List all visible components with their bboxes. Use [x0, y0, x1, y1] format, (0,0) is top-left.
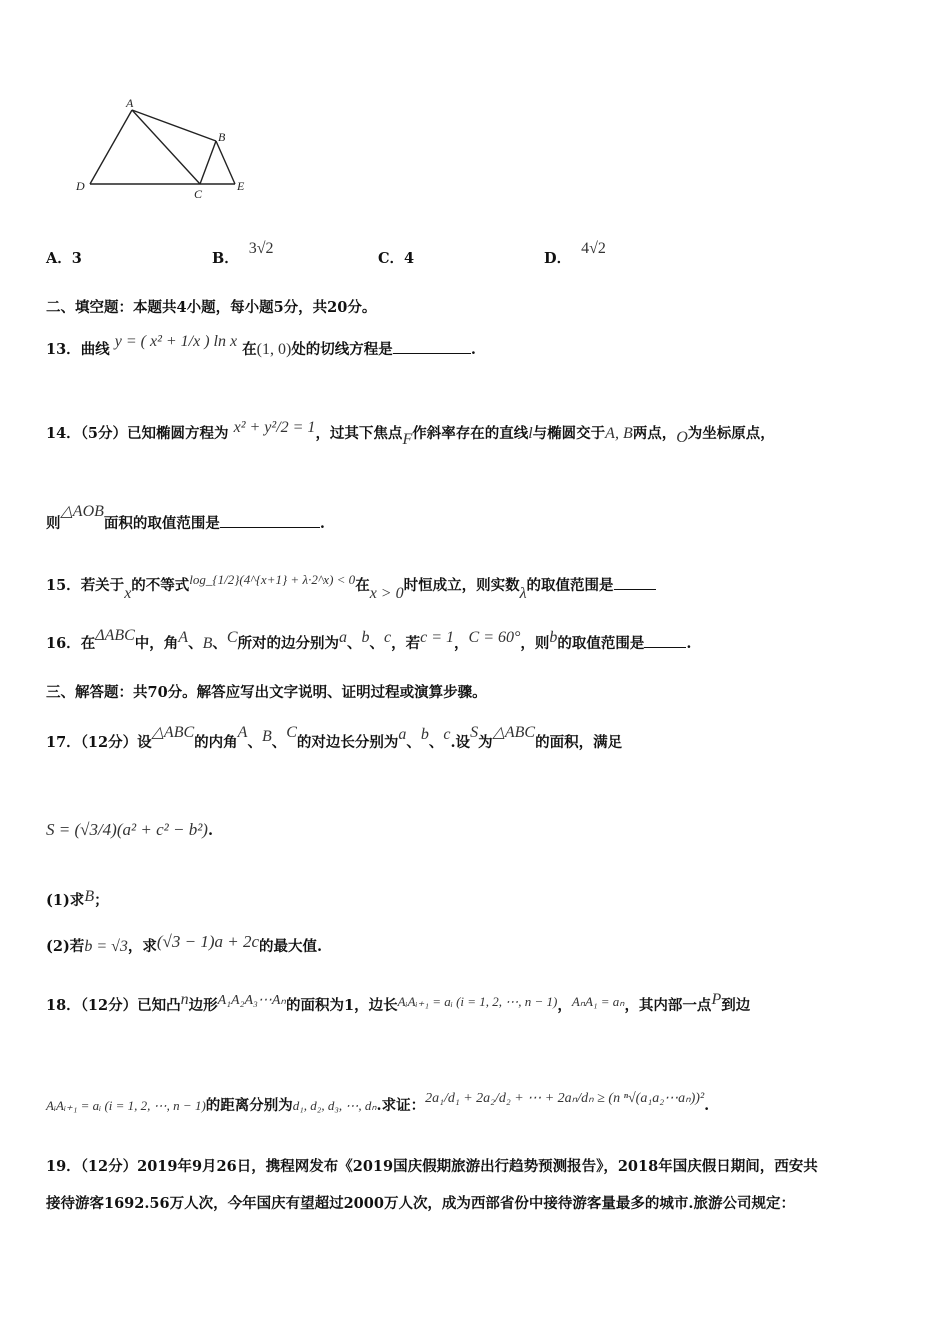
- q19-text-2: 接待游客1692.56万人次，今年国庆有望超过2000万人次，成为西部省份中接待游客量最多的城市.旅游公司规定：: [46, 1195, 795, 1212]
- q16-triangle: ΔABC: [95, 627, 135, 644]
- q17-part2-end: 的最大值.: [259, 938, 323, 955]
- question-17-line-1: 17．（12分）设△ABC的内角A、B、C的对边长分别为a、b、c.设S为△ABC的面积，满足: [46, 724, 623, 751]
- q17-side-a: a: [398, 726, 407, 743]
- q13-end: .: [470, 341, 476, 358]
- q17-angle-b: B: [261, 728, 272, 745]
- q18-polygon: A₁A₂A₃⋯Aₙ: [217, 993, 287, 1008]
- q13-text-3: 处的切线方程是: [291, 341, 393, 358]
- q14-focus-f: F: [402, 431, 413, 448]
- label-a: A: [126, 96, 134, 110]
- segment-be: [216, 141, 235, 184]
- q16-text-2: 中，角: [134, 635, 179, 652]
- label-d: D: [76, 179, 85, 193]
- q16-side-a: a: [339, 629, 348, 646]
- q18-number: 18．: [46, 997, 81, 1014]
- q17-text-1: 设: [137, 734, 152, 751]
- question-13: [46, 333, 476, 359]
- segment-ad: [90, 110, 132, 184]
- label-e: E: [237, 179, 245, 193]
- option-c-value: 4: [404, 250, 415, 267]
- q14-text-2: ，过其下焦点: [315, 425, 403, 442]
- q15-lambda: λ: [519, 585, 527, 602]
- q16-end: .: [686, 635, 692, 652]
- q16-side-c: c: [384, 629, 392, 646]
- q13-text-2: 在: [242, 341, 257, 358]
- question-19-line-2: [46, 1192, 795, 1213]
- q18-text-2: 边形: [188, 997, 218, 1014]
- q18-comma: ，: [557, 997, 572, 1014]
- q14-points-ab: A, B: [605, 425, 633, 442]
- question-16: 16．在ΔABC中，角A、B、C所对的边分别为a、b、c，若c = 1，C = 60°，则b的取值范围是 .: [46, 627, 692, 652]
- q16-angle-c: C: [226, 629, 238, 646]
- q17-text-2: 的内角: [194, 734, 238, 751]
- q18-distances: d₁, d₂, d₃, ⋯, dₙ: [292, 1098, 377, 1113]
- q17-part2-expression: (√3 − 1)a + 2c: [156, 932, 260, 951]
- triangle-figure: [70, 96, 260, 206]
- q14-answer-blank[interactable]: [220, 526, 320, 528]
- question-18-line-2: [46, 1091, 710, 1115]
- option-c-label: C．: [378, 250, 405, 267]
- q18-text-7: .求证：: [376, 1097, 426, 1114]
- q14-ellipse-equation: x² + y²/2 = 1: [233, 419, 316, 436]
- q13-curve-formula: y = ( x² + 1/x ) ln x: [114, 333, 238, 350]
- option-d-value: 4√2: [581, 240, 606, 257]
- q18-edge-n: AₙA₁ = aₙ: [571, 994, 625, 1009]
- q16-text-1: 在: [80, 635, 96, 652]
- q18-var-n: n: [180, 991, 189, 1008]
- q16-text-4: ，若: [391, 635, 421, 652]
- option-d: [544, 240, 606, 268]
- q17-triangle-2: △ABC: [492, 724, 536, 741]
- q17-text-6: 的面积，满足: [535, 734, 623, 751]
- option-b-value: 3√2: [248, 240, 274, 257]
- q17-angle-c: C: [286, 724, 297, 741]
- q14-text-3: 作斜率存在的直线: [412, 425, 529, 442]
- q18-end: .: [704, 1097, 710, 1114]
- segment-ab: [132, 110, 216, 141]
- q17-part1-var: B: [84, 888, 95, 905]
- q18-edge-lengths: AᵢAᵢ₊₁ = aᵢ (i = 1, 2, ⋯, n − 1): [397, 994, 558, 1009]
- q14-triangle-aob: △AOB: [60, 503, 104, 520]
- q14-score: （5分）: [80, 425, 128, 442]
- question-17-formula: S = (√3/4)(a² + c² − b²).: [46, 820, 214, 839]
- option-c: [378, 247, 414, 268]
- q16-answer-blank[interactable]: [644, 646, 686, 648]
- q16-text-3: 所对的边分别为: [237, 635, 340, 652]
- q18-score: （12分）: [80, 997, 138, 1014]
- q13-point: (1, 0): [256, 341, 292, 358]
- question-18-line-1: [46, 991, 751, 1015]
- segment-ac: [132, 110, 200, 184]
- question-14-line-1: [46, 419, 775, 448]
- q17-triangle: △ABC: [151, 724, 195, 741]
- q17-score: （12分）: [80, 734, 138, 751]
- q16-angle-c-60: C = 60°: [468, 629, 521, 646]
- option-a: [46, 247, 82, 268]
- q17-side-b: b: [420, 726, 429, 743]
- q15-var-x: x: [124, 585, 132, 602]
- q15-text-4: 时恒成立，则实数: [403, 577, 520, 594]
- q14-line-l: l: [528, 425, 533, 442]
- question-17-part-1: [46, 889, 109, 910]
- q18-text-5: 到边: [721, 997, 751, 1014]
- q16-c-equals-1: c = 1: [420, 629, 455, 646]
- question-15: [46, 572, 656, 602]
- segment-bc: [200, 141, 216, 184]
- q17-area-s: S: [470, 724, 479, 741]
- q18-text-4: ，其内部一点: [624, 997, 712, 1014]
- q17-part2-label: (2)若: [46, 938, 85, 955]
- q15-text-5: 的取值范围是: [526, 577, 614, 594]
- q18-text-3: 的面积为1，边长: [286, 997, 398, 1014]
- q17-text-3: 的对边长分别为: [296, 734, 399, 751]
- q17-text-4: .设: [450, 734, 471, 751]
- q17-angle-a: A: [237, 724, 248, 741]
- q14-number: 14．: [46, 425, 81, 442]
- question-14-line-2: [46, 503, 325, 533]
- q17-part1-end: ；: [94, 892, 109, 909]
- q14-origin-o: O: [676, 429, 688, 446]
- q14-text-1: 已知椭圆方程为: [127, 425, 229, 442]
- option-b-label: B．: [212, 250, 239, 267]
- q15-text-2: 的不等式: [131, 577, 190, 594]
- q16-angle-a: A: [178, 629, 189, 646]
- q13-answer-blank[interactable]: [393, 352, 471, 354]
- q15-inequality: log_{1/2}(4^{x+1} + λ·2^x) < 0: [189, 572, 356, 587]
- label-c: C: [194, 187, 203, 201]
- q14-end: .: [319, 515, 325, 532]
- q17-side-c: c: [443, 726, 451, 743]
- question-17-part-2: [46, 932, 323, 956]
- q17-text-5: 为: [478, 734, 493, 751]
- q13-text-1: 曲线: [80, 341, 110, 358]
- q18-edge-lengths-2: AᵢAᵢ₊₁ = aᵢ (i = 1, 2, ⋯, n − 1): [46, 1098, 206, 1113]
- q16-angle-b: B: [202, 635, 213, 652]
- q16-text-6: 的取值范围是: [557, 635, 645, 652]
- q19-number: 19．: [46, 1158, 81, 1175]
- q17-part2-condition: b = √3: [84, 938, 128, 955]
- q15-condition: x > 0: [369, 585, 404, 602]
- q16-var-b: b: [549, 629, 558, 646]
- q16-text-5: ，则: [520, 635, 550, 652]
- option-a-value: 3: [71, 250, 82, 267]
- section-2-heading: 二、填空题：本题共4小题，每小题5分，共20分。: [46, 299, 377, 316]
- q15-number: 15．: [46, 577, 81, 594]
- q15-answer-blank[interactable]: [614, 588, 656, 590]
- q18-point-p: P: [711, 991, 722, 1008]
- option-b: [212, 240, 274, 268]
- q16-side-b: b: [361, 629, 370, 646]
- q17-part1-label: (1)求: [46, 892, 85, 909]
- q16-number: 16．: [46, 635, 81, 652]
- q14-text-6: 为坐标原点，: [687, 425, 775, 442]
- section-3-heading: 三、解答题：共70分。解答应写出文字说明、证明过程或演算步骤。: [46, 684, 487, 701]
- q14-text-5: 两点，: [632, 425, 677, 442]
- q18-text-6: 的距离分别为: [205, 1097, 293, 1114]
- q19-text-1: （12分）2019年9月26日，携程网发布《2019国庆假期旅游出行趋势预测报告》，2018年国庆假日期间，西安共: [80, 1158, 818, 1175]
- q18-text-1: 已知凸: [137, 997, 181, 1014]
- question-19-line-1: [46, 1155, 818, 1176]
- option-d-label: D．: [544, 250, 572, 267]
- option-a-label: A．: [46, 250, 72, 267]
- q14-text-7: 则: [46, 515, 61, 532]
- q13-number: 13．: [46, 341, 81, 358]
- label-b: B: [218, 130, 226, 144]
- q17-number: 17．: [46, 734, 81, 751]
- q17-area-formula: S = (√3/4)(a² + c² − b²): [46, 820, 208, 839]
- q17-part2-text: ，求: [127, 938, 157, 955]
- q14-text-8: 面积的取值范围是: [103, 515, 220, 532]
- q14-text-4: 与椭圆交于: [532, 425, 606, 442]
- q15-text-1: 若关于: [80, 577, 125, 594]
- q15-text-3: 在: [355, 577, 370, 594]
- q18-inequality: 2a₁/d₁ + 2a₂/d₂ + ⋯ + 2aₙ/dₙ ≥ (n ⁿ√(a₁a₂⋯aₙ))²: [425, 1091, 705, 1106]
